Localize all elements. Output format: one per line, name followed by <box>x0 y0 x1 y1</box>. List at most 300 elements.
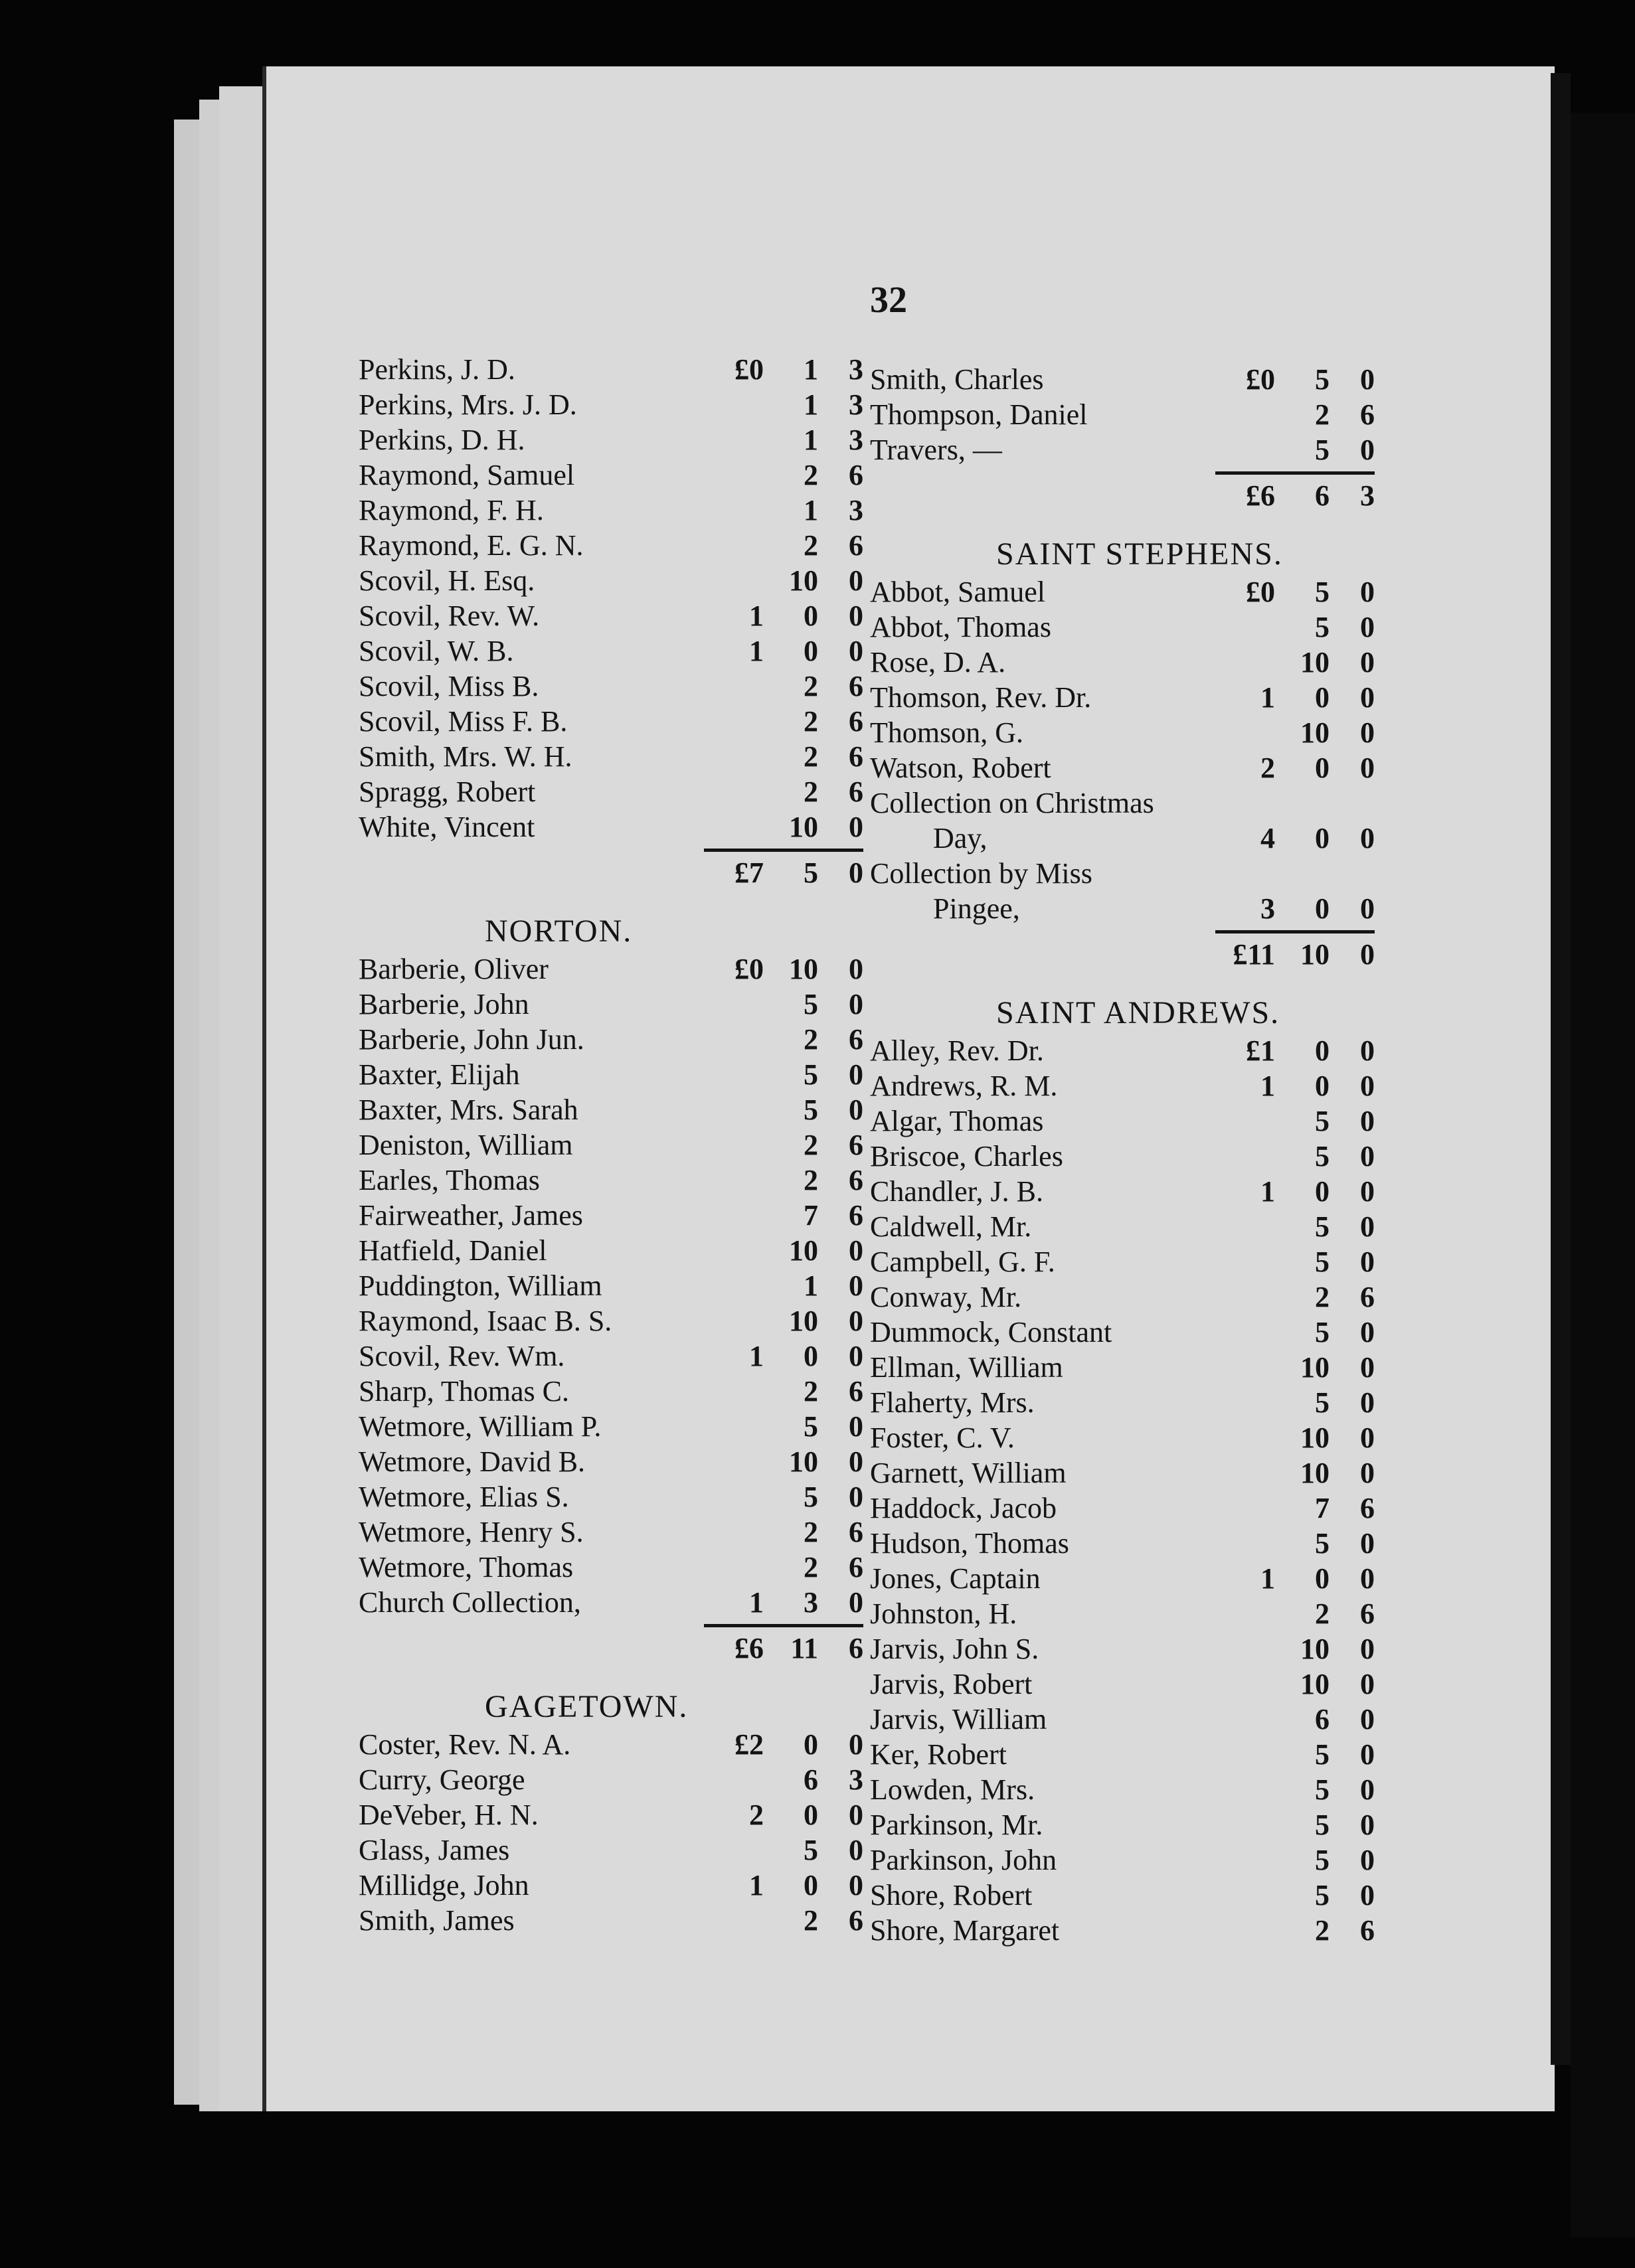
subscriber-row <box>359 563 863 598</box>
pence-amount: 6 <box>1360 1597 1375 1630</box>
pence-amount: 0 <box>1360 1246 1375 1278</box>
subscriber-name: Abbot, Samuel <box>870 576 1045 608</box>
pounds-amount: £0 <box>734 353 764 386</box>
subscriber-name: Chandler, J. B. <box>870 1175 1043 1208</box>
subscriber-name: Raymond, Isaac B. S. <box>359 1305 612 1337</box>
pence-amount: 6 <box>849 1904 863 1937</box>
pence-amount: 0 <box>1360 1421 1375 1454</box>
shillings-amount: 2 <box>804 1164 818 1196</box>
subscriber-name: Algar, Thomas <box>870 1105 1044 1137</box>
pence-amount: 0 <box>1360 1562 1375 1595</box>
shillings-amount: 2 <box>804 529 818 562</box>
pence-amount: 0 <box>1360 1034 1375 1067</box>
pence-amount: 0 <box>1360 1105 1375 1137</box>
subscriber-name: Garnett, William <box>870 1457 1067 1489</box>
subscriber-name: White, Vincent <box>359 811 535 843</box>
pence-amount: 0 <box>1360 1351 1375 1384</box>
subscriber-name: Jarvis, Robert <box>870 1668 1033 1700</box>
subscriber-row <box>870 574 1375 609</box>
pence-amount: 0 <box>1360 1738 1375 1771</box>
pounds-amount: £0 <box>1246 363 1275 396</box>
shillings-amount: 0 <box>1315 752 1330 784</box>
subscriber-name: Church Collection, <box>359 1586 581 1619</box>
subscriber-name: Caldwell, Mr. <box>870 1210 1032 1243</box>
subscriber-name: Thompson, Daniel <box>870 398 1088 431</box>
subscriber-row <box>359 1198 863 1233</box>
subscriber-row <box>359 987 863 1022</box>
total-row <box>359 1631 863 1666</box>
shillings-amount: 1 <box>804 353 818 386</box>
subscriber-name: Barberie, Oliver <box>359 953 549 985</box>
pence-amount: 0 <box>849 1799 863 1831</box>
pence-amount: 0 <box>849 1728 863 1761</box>
pounds-amount: 1 <box>1260 1070 1275 1102</box>
pence-amount: 6 <box>849 670 863 702</box>
subscriber-name: Collection on Christmas <box>870 787 1154 819</box>
subscriber-row <box>870 891 1375 926</box>
subscriber-row <box>870 1737 1375 1772</box>
subscriber-row <box>359 1832 863 1868</box>
pence-amount: 0 <box>849 1094 863 1126</box>
pence-amount: 0 <box>1360 1070 1375 1102</box>
pence-amount: 0 <box>1360 1879 1375 1911</box>
shillings-amount: 10 <box>1300 1421 1330 1454</box>
subscriber-name: Perkins, D. H. <box>359 424 525 456</box>
shillings-amount: 5 <box>1315 1210 1330 1243</box>
subscriber-name: Conway, Mr. <box>870 1281 1022 1313</box>
subscriber-name: Baxter, Elijah <box>359 1058 520 1091</box>
shillings-amount: 5 <box>1315 1386 1330 1419</box>
subscriber-row <box>359 1727 863 1762</box>
subscriber-row <box>359 1057 863 1092</box>
shillings-amount: 1 <box>804 424 818 456</box>
subscriber-row <box>870 680 1375 715</box>
shillings-amount: 2 <box>804 459 818 491</box>
subscriber-row <box>359 422 863 457</box>
pence-amount: 6 <box>849 740 863 773</box>
pounds-amount: £1 <box>1246 1034 1275 1067</box>
pence-amount: 0 <box>1360 681 1375 714</box>
subscriber-row <box>359 739 863 774</box>
pence-amount: 3 <box>849 1763 863 1796</box>
shillings-amount: 10 <box>1300 1457 1330 1489</box>
pence-amount: 0 <box>849 600 863 632</box>
subscriber-row <box>870 1526 1375 1561</box>
shillings-amount: 10 <box>1300 716 1330 749</box>
subscriber-row <box>870 1772 1375 1807</box>
subscriber-row <box>870 1103 1375 1139</box>
subscriber-name: Fairweather, James <box>359 1199 583 1232</box>
pence-amount: 0 <box>1360 1703 1375 1736</box>
subscriber-name: Ker, Robert <box>870 1738 1007 1771</box>
subscriber-name: Jarvis, William <box>870 1703 1047 1736</box>
pounds-amount: 1 <box>1260 1562 1275 1595</box>
pounds-amount: £0 <box>734 953 764 985</box>
shillings-amount: 2 <box>1315 1281 1330 1313</box>
subscriber-name: Day, <box>933 822 988 854</box>
pence-amount: 0 <box>849 988 863 1020</box>
pence-amount: 6 <box>849 1516 863 1548</box>
subscriber-name: Travers, — <box>870 434 1002 466</box>
pence-amount: 3 <box>849 353 863 386</box>
shillings-amount: 5 <box>1315 576 1330 608</box>
pounds-amount: 1 <box>1260 1175 1275 1208</box>
subscriber-row <box>359 1092 863 1127</box>
shillings-amount: 0 <box>804 1728 818 1761</box>
subscriber-row <box>870 1420 1375 1455</box>
total-row <box>870 478 1375 513</box>
pounds-amount: 1 <box>749 1586 764 1619</box>
pounds-amount: 1 <box>749 1340 764 1372</box>
subscriber-row <box>359 1479 863 1514</box>
subscriber-row <box>870 1385 1375 1420</box>
subscriber-name: Earles, Thomas <box>359 1164 540 1196</box>
pence-amount: 0 <box>849 1481 863 1513</box>
shillings-amount: 2 <box>804 1516 818 1548</box>
subscriber-row <box>359 1338 863 1374</box>
pence-amount: 0 <box>849 1445 863 1478</box>
subscriber-row <box>359 1868 863 1903</box>
subscriber-name: Puddington, William <box>359 1269 602 1302</box>
subscriber-row <box>359 1233 863 1268</box>
subscriber-name: Scovil, Rev. Wm. <box>359 1340 565 1372</box>
subscriber-row <box>359 1163 863 1198</box>
shillings-amount: 5 <box>1315 1527 1330 1560</box>
shillings-amount: 5 <box>804 1481 818 1513</box>
subscriber-name: Parkinson, Mr. <box>870 1809 1043 1841</box>
shillings-amount: 10 <box>1300 1633 1330 1665</box>
shillings-amount: 5 <box>1315 1773 1330 1806</box>
subscriber-row <box>870 1561 1375 1596</box>
subscriber-name: Barberie, John <box>359 988 529 1020</box>
shillings-amount: 0 <box>1315 681 1330 714</box>
pence-amount: 0 <box>1360 716 1375 749</box>
page-number: 32 <box>870 280 907 321</box>
subscriber-row <box>359 1585 863 1620</box>
shillings-amount: 2 <box>804 1551 818 1583</box>
subscriber-row <box>870 1279 1375 1315</box>
shillings-amount: 5 <box>1315 1105 1330 1137</box>
subscriber-row <box>870 1913 1375 1948</box>
subscriber-name: Curry, George <box>359 1763 525 1796</box>
subscriber-row <box>870 362 1375 397</box>
shillings-amount: 10 <box>789 1305 818 1337</box>
pence-amount: 6 <box>849 1129 863 1161</box>
subscriber-name: Jones, Captain <box>870 1562 1041 1595</box>
pence-amount: 0 <box>849 1586 863 1619</box>
subscriber-row <box>359 704 863 739</box>
subscriber-row <box>359 1762 863 1797</box>
subscriber-row <box>870 1315 1375 1350</box>
pence-amount: 6 <box>1360 1492 1375 1524</box>
pence-amount: 0 <box>849 564 863 597</box>
subscriber-row <box>359 1444 863 1479</box>
shillings-amount: 5 <box>1315 1140 1330 1173</box>
pounds-amount: 2 <box>1260 752 1275 784</box>
shillings-amount: 5 <box>1315 1738 1330 1771</box>
pence-amount: 6 <box>849 459 863 491</box>
shillings-amount: 0 <box>804 1869 818 1902</box>
subscriber-row <box>359 1797 863 1832</box>
subscriber-name: Haddock, Jacob <box>870 1492 1057 1524</box>
subscriber-name: Wetmore, David B. <box>359 1445 586 1478</box>
subscriber-row <box>870 1068 1375 1103</box>
subscriber-name: Rose, D. A. <box>870 646 1006 679</box>
subscriber-row <box>870 715 1375 750</box>
shillings-amount: 11 <box>790 1632 818 1664</box>
shillings-amount: 5 <box>1315 1246 1330 1278</box>
facing-page-edge <box>1571 113 1635 2237</box>
shillings-amount: 3 <box>804 1586 818 1619</box>
pounds-amount: 1 <box>749 1869 764 1902</box>
pence-amount: 0 <box>849 856 863 889</box>
shillings-amount: 5 <box>1315 1809 1330 1841</box>
shillings-amount: 6 <box>1315 479 1330 512</box>
total-rule <box>870 467 1375 478</box>
shillings-amount: 0 <box>1315 1034 1330 1067</box>
pence-amount: 0 <box>1360 752 1375 784</box>
subscriber-name: Johnston, H. <box>870 1597 1017 1630</box>
subscriber-row <box>359 528 863 563</box>
shillings-amount: 5 <box>804 988 818 1020</box>
subscriber-row <box>870 785 1375 821</box>
pence-amount: 0 <box>1360 892 1375 925</box>
shillings-amount: 10 <box>789 564 818 597</box>
shillings-amount: 5 <box>1315 611 1330 643</box>
shillings-amount: 10 <box>1300 1668 1330 1700</box>
pence-amount: 0 <box>849 1058 863 1091</box>
subscriber-name: Scovil, H. Esq. <box>359 564 535 597</box>
pence-amount: 0 <box>1360 938 1375 971</box>
shillings-amount: 5 <box>804 856 818 889</box>
subscriber-name: Pingee, <box>933 892 1020 925</box>
pence-amount: 3 <box>1360 479 1375 512</box>
subscriber-row <box>870 750 1375 785</box>
subscriber-name: Alley, Rev. Dr. <box>870 1034 1044 1067</box>
subscriber-name: Thomson, G. <box>870 716 1023 749</box>
pounds-amount: £11 <box>1233 938 1275 971</box>
shillings-amount: 2 <box>1315 398 1330 431</box>
pence-amount: 6 <box>849 1023 863 1056</box>
subscriber-name: Deniston, William <box>359 1129 573 1161</box>
total-rule <box>870 926 1375 937</box>
subscriber-name: Watson, Robert <box>870 752 1051 784</box>
pence-amount: 0 <box>849 1834 863 1866</box>
pounds-amount: £6 <box>1246 479 1275 512</box>
subscriber-row <box>870 1878 1375 1913</box>
subscriber-name: Shore, Robert <box>870 1879 1033 1911</box>
subscriber-name: Glass, James <box>359 1834 510 1866</box>
subscriber-name: Perkins, Mrs. J. D. <box>359 388 577 421</box>
pence-amount: 0 <box>849 1269 863 1302</box>
subscriber-row <box>359 1303 863 1338</box>
subscriber-name: Wetmore, Elias S. <box>359 1481 569 1513</box>
pounds-amount: 2 <box>749 1799 764 1831</box>
subscriber-row <box>359 669 863 704</box>
subscriber-row <box>870 1350 1375 1385</box>
subscriber-row <box>359 1409 863 1444</box>
subscriber-name: Hudson, Thomas <box>870 1527 1069 1560</box>
shillings-amount: 2 <box>1315 1597 1330 1630</box>
subscriber-name: Sharp, Thomas C. <box>359 1375 569 1408</box>
shillings-amount: 5 <box>1315 1844 1330 1876</box>
shillings-amount: 2 <box>804 1129 818 1161</box>
subscriber-name: Scovil, W. B. <box>359 635 514 667</box>
subscriber-row <box>870 1174 1375 1209</box>
pence-amount: 0 <box>1360 363 1375 396</box>
subscriber-name: Scovil, Miss B. <box>359 670 539 702</box>
subscriber-row <box>870 1139 1375 1174</box>
shillings-amount: 0 <box>804 635 818 667</box>
subscriber-name: Scovil, Rev. W. <box>359 600 540 632</box>
pence-amount: 6 <box>1360 1281 1375 1313</box>
subscriber-row <box>359 809 863 845</box>
shillings-amount: 5 <box>1315 363 1330 396</box>
shillings-amount: 2 <box>804 705 818 738</box>
subscriber-row <box>870 1702 1375 1737</box>
section-heading: SAINT ANDREWS. <box>996 995 1280 1030</box>
pence-amount: 0 <box>1360 434 1375 466</box>
pence-amount: 0 <box>849 1410 863 1443</box>
shillings-amount: 5 <box>1315 434 1330 466</box>
pence-amount: 6 <box>849 1199 863 1232</box>
subscriber-row <box>359 1268 863 1303</box>
shillings-amount: 1 <box>804 494 818 526</box>
pence-amount: 6 <box>849 1164 863 1196</box>
pence-amount: 0 <box>1360 1457 1375 1489</box>
shillings-amount: 2 <box>804 670 818 702</box>
pence-amount: 0 <box>1360 1175 1375 1208</box>
shillings-amount: 5 <box>804 1094 818 1126</box>
subscriber-row <box>870 1244 1375 1279</box>
pence-amount: 0 <box>849 1340 863 1372</box>
pence-amount: 0 <box>1360 822 1375 854</box>
pence-amount: 0 <box>849 1234 863 1267</box>
subscriber-name: Millidge, John <box>359 1869 529 1902</box>
subscriber-row <box>359 387 863 422</box>
pounds-amount: £2 <box>734 1728 764 1761</box>
pence-amount: 6 <box>849 529 863 562</box>
subscriber-row <box>870 397 1375 432</box>
pounds-amount: £0 <box>1246 576 1275 608</box>
pence-amount: 6 <box>849 1375 863 1408</box>
pence-amount: 6 <box>849 705 863 738</box>
shillings-amount: 10 <box>789 1445 818 1478</box>
subscriber-name: Raymond, F. H. <box>359 494 544 526</box>
subscriber-name: Jarvis, John S. <box>870 1633 1039 1665</box>
subscriber-name: Wetmore, Henry S. <box>359 1516 584 1548</box>
subscriber-row <box>870 1033 1375 1068</box>
shillings-amount: 0 <box>804 600 818 632</box>
shillings-amount: 2 <box>804 740 818 773</box>
total-row <box>870 937 1375 972</box>
subscriber-row <box>870 1455 1375 1491</box>
left-column <box>359 352 863 1938</box>
pence-amount: 0 <box>1360 1210 1375 1243</box>
subscriber-name: Wetmore, William P. <box>359 1410 602 1443</box>
subscriber-row <box>870 1807 1375 1842</box>
shillings-amount: 7 <box>804 1199 818 1232</box>
shillings-amount: 6 <box>804 1763 818 1796</box>
subscriber-row <box>359 457 863 493</box>
shillings-amount: 0 <box>804 1340 818 1372</box>
pence-amount: 3 <box>849 424 863 456</box>
subscriber-name: Parkinson, John <box>870 1844 1057 1876</box>
shillings-amount: 0 <box>1315 1562 1330 1595</box>
shillings-amount: 0 <box>1315 822 1330 854</box>
subscriber-row <box>359 1374 863 1409</box>
pence-amount: 0 <box>1360 576 1375 608</box>
pence-amount: 6 <box>1360 398 1375 431</box>
shillings-amount: 1 <box>804 388 818 421</box>
pence-amount: 0 <box>849 1305 863 1337</box>
subscriber-name: Wetmore, Thomas <box>359 1551 574 1583</box>
shillings-amount: 7 <box>1315 1492 1330 1524</box>
shillings-amount: 1 <box>804 1269 818 1302</box>
shillings-amount: 10 <box>789 1234 818 1267</box>
shillings-amount: 5 <box>1315 1879 1330 1911</box>
subscriber-row <box>359 1514 863 1550</box>
subscriber-name: Ellman, William <box>870 1351 1063 1384</box>
section-heading: GAGETOWN. <box>485 1689 689 1724</box>
pence-amount: 6 <box>849 775 863 808</box>
pounds-amount: 1 <box>1260 681 1275 714</box>
pounds-amount: 3 <box>1260 892 1275 925</box>
pounds-amount: £6 <box>734 1632 764 1664</box>
pence-amount: 0 <box>849 1869 863 1902</box>
pence-amount: 0 <box>1360 1140 1375 1173</box>
pence-amount: 0 <box>1360 1386 1375 1419</box>
subscriber-row <box>870 1596 1375 1631</box>
pounds-amount: £7 <box>734 856 764 889</box>
subscriber-name: Shore, Margaret <box>870 1914 1060 1947</box>
subscriber-row <box>359 352 863 387</box>
shillings-amount: 5 <box>804 1410 818 1443</box>
subscriber-row <box>870 1209 1375 1244</box>
subscriber-name: Coster, Rev. N. A. <box>359 1728 571 1761</box>
subscriber-name: Campbell, G. F. <box>870 1246 1055 1278</box>
subscriber-name: Abbot, Thomas <box>870 611 1051 643</box>
pence-amount: 0 <box>1360 1844 1375 1876</box>
pence-amount: 0 <box>1360 1668 1375 1700</box>
pence-amount: 6 <box>849 1632 863 1664</box>
subscriber-row <box>870 821 1375 856</box>
subscriber-row <box>359 633 863 669</box>
pounds-amount: 4 <box>1260 822 1275 854</box>
subscriber-name: DeVeber, H. N. <box>359 1799 539 1831</box>
subscriber-row <box>359 1903 863 1938</box>
pence-amount: 0 <box>1360 611 1375 643</box>
subscriber-row <box>359 951 863 987</box>
shillings-amount: 2 <box>1315 1914 1330 1947</box>
subscriber-row <box>359 1550 863 1585</box>
pounds-amount: 1 <box>749 635 764 667</box>
pence-amount: 0 <box>1360 646 1375 679</box>
shillings-amount: 2 <box>804 1375 818 1408</box>
subscriber-name: Scovil, Miss F. B. <box>359 705 568 738</box>
subscriber-name: Thomson, Rev. Dr. <box>870 681 1092 714</box>
shillings-amount: 6 <box>1315 1703 1330 1736</box>
shillings-amount: 10 <box>789 811 818 843</box>
shillings-amount: 10 <box>1300 938 1330 971</box>
subscriber-name: Andrews, R. M. <box>870 1070 1058 1102</box>
pence-amount: 0 <box>849 811 863 843</box>
subscriber-row <box>870 1631 1375 1666</box>
pence-amount: 0 <box>849 953 863 985</box>
subscriber-name: Flaherty, Mrs. <box>870 1386 1035 1419</box>
section-heading: NORTON. <box>485 914 633 949</box>
subscriber-name: Barberie, John Jun. <box>359 1023 584 1056</box>
